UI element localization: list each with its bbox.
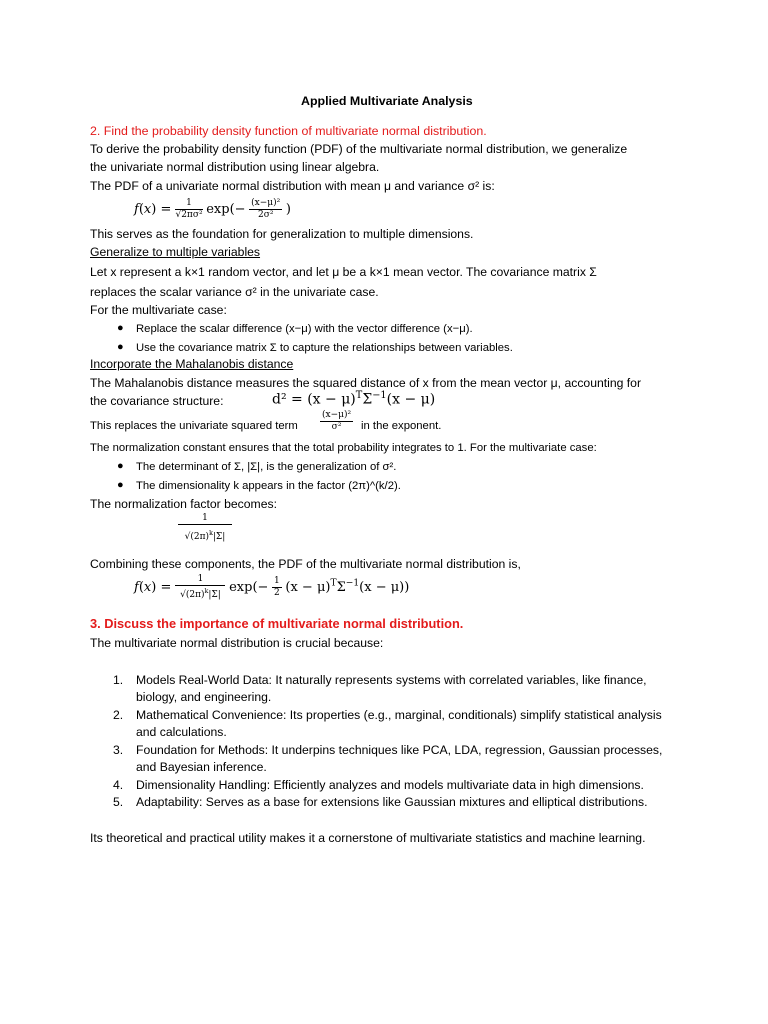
subheading-mahalanobis: Incorporate the Mahalanobis distance — [90, 357, 294, 371]
univariate-pdf-line: The PDF of a univariate normal distribution with mean μ and variance σ² is: — [90, 179, 495, 193]
section-2-heading: 2. Find the probability density function of multivariate normal distribution. — [90, 124, 487, 138]
list-item-text: It underpins techniques like PCA, LDA, regression, Gaussian processes, — [271, 743, 663, 757]
bullet-icon: ● — [117, 460, 124, 472]
list-item-text: Serves as a base for extensions like Gaussian mixtures and elliptical distributions. — [205, 795, 648, 809]
bullet-icon: ● — [117, 322, 124, 334]
list-item — [136, 708, 662, 723]
normalization-factor-line: The normalization factor becomes: — [90, 497, 277, 511]
bullet-b-2: The dimensionality k appears in the factor (2π)^(k/2). — [136, 480, 401, 492]
list-number: 2. — [113, 708, 124, 722]
list-item-continuation: and calculations. — [136, 725, 227, 739]
multivariate-case-line: For the multivariate case: — [90, 303, 227, 317]
list-number: 1. — [113, 673, 124, 687]
list-item-text: Efficiently analyzes and models multivariate data in high dimensions. — [273, 778, 644, 792]
squared-term-fraction: $\frac{\text{(x−μ)²}}{\text{σ²}}$ — [322, 410, 352, 432]
combining-line: Combining these components, the PDF of the multivariate normal distribution is, — [90, 557, 521, 571]
list-item-label: Models Real-World Data: — [136, 673, 272, 687]
list-number: 4. — [113, 778, 124, 792]
list-item-label: Adaptability: — [136, 795, 203, 809]
intro-line-1: To derive the probability density function (PDF) of the multivariate normal distribution, we generalize — [90, 142, 628, 156]
subheading-generalize: Generalize to multiple variables — [90, 245, 261, 259]
foundation-line: This serves as the foundation for generalization to multiple dimensions. — [90, 227, 474, 241]
list-item-text: Its properties (e.g., marginal, conditionals) simplify statistical analysis — [289, 708, 662, 722]
multivariate-pdf-formula: f(x) = $\frac{1}{√(2\pi)^k|\Sigma|}$ exp(− $\frac{1}{2}$ $(x - \mu)^T\Sigma^{-1}(x - \mu)$) — [134, 574, 410, 600]
list-item — [136, 778, 644, 793]
list-item-label: Dimensionality Handling: — [136, 778, 271, 792]
section-3-intro: The multivariate normal distribution is crucial because: — [90, 636, 384, 650]
mahalanobis-formula: $d^2 = (x - \mu)^T\Sigma^{-1}(x - \mu)$ — [272, 390, 436, 408]
list-number: 3. — [113, 743, 124, 757]
normalization-constant-line: The normalization constant ensures that the total probability integrates to 1. For the multivariate case: — [90, 442, 597, 454]
bullet-b-1: The determinant of Σ, |Σ|, is the generalization of σ². — [136, 461, 397, 473]
bullet-icon: ● — [117, 479, 124, 491]
closing-line: Its theoretical and practical utility makes it a cornerstone of multivariate statistics and machine learning. — [90, 831, 646, 845]
let-line-2: replaces the scalar variance σ² in the univariate case. — [90, 285, 379, 299]
replaces-post-text: in the exponent. — [361, 420, 442, 432]
list-item — [136, 673, 647, 688]
replaces-pre-text: This replaces the univariate squared term — [90, 420, 298, 432]
bullet-icon: ● — [117, 341, 124, 353]
let-line-1: Let x represent a k×1 random vector, and let μ be a k×1 mean vector. The covariance matrix Σ — [90, 265, 597, 279]
list-item-label: Mathematical Convenience: — [136, 708, 287, 722]
list-item — [136, 795, 647, 810]
list-item-continuation: and Bayesian inference. — [136, 760, 267, 774]
list-number: 5. — [113, 795, 124, 809]
document-title: Applied Multivariate Analysis — [301, 94, 473, 108]
mahalanobis-line-2: the covariance structure: — [90, 394, 224, 408]
bullet-a-2: Use the covariance matrix Σ to capture the relationships between variables. — [136, 342, 513, 354]
normalization-factor-formula: $\frac{1}{√(2\pi)^k|\Sigma|}$ — [178, 513, 232, 543]
list-item-label: Foundation for Methods: — [136, 743, 269, 757]
univariate-pdf-formula: f(x) = $\frac{1}{\text{√2πσ²}}$ exp(− $\frac{\text{(x−μ)²}}{\text{2σ²}}$ ) — [134, 198, 291, 220]
list-item-text: It naturally represents systems with correlated variables, like finance, — [275, 673, 647, 687]
section-3-heading: 3. Discuss the importance of multivariate normal distribution. — [90, 616, 464, 631]
intro-line-2: the univariate normal distribution using linear algebra. — [90, 160, 380, 174]
bullet-a-1: Replace the scalar difference (x−μ) with the vector difference (x−μ). — [136, 323, 473, 335]
mahalanobis-line-1: The Mahalanobis distance measures the squared distance of x from the mean vector μ, accounting for — [90, 376, 642, 390]
list-item — [136, 743, 662, 758]
list-item-continuation: biology, and engineering. — [136, 690, 272, 704]
